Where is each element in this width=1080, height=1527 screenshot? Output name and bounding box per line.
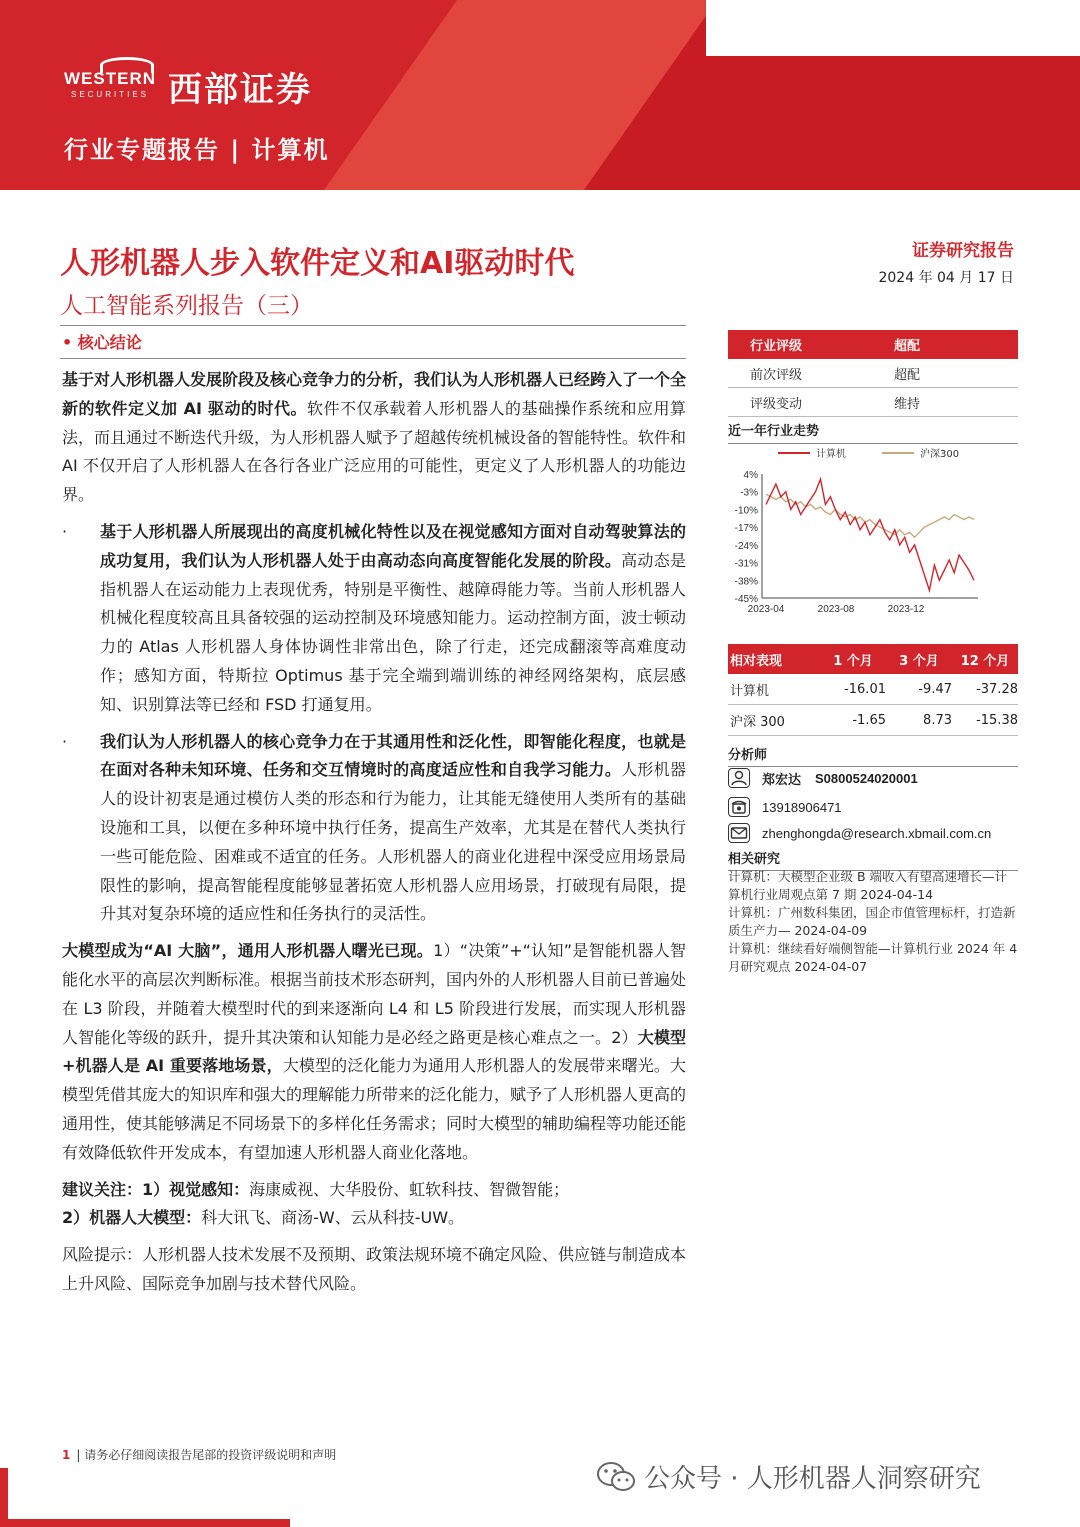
trend-chart [728,440,1018,620]
perf-header-cell: 1 个月 [833,653,873,669]
x-tick-label: 2023-12 [887,604,925,615]
doc-date: 2024 年 04 月 17 日 [878,270,1014,286]
y-tick-label: 4% [743,470,758,481]
rating-value: 超配 [894,367,921,383]
rating-row [728,330,1018,359]
performance-row [728,674,1018,705]
logo-text-en: WESTERN SECURITIES [64,68,156,99]
perf-cell: 计算机 [730,683,770,699]
paragraph-bold: 我们认为人形机器人的核心竞争力在于其通用性和泛化性，即智能化程度，也就是在面对各种未知环境、任务和交互情境时的高度适应性和自我学习能力。 [100,731,686,780]
rating-row [728,388,1018,417]
watermark-text: 公众号 · 人形机器人洞察研究 [644,1464,981,1494]
y-tick-label: -45% [734,594,758,605]
bullet-paragraph [62,518,686,720]
paragraph [62,1176,686,1234]
analyst-name-row [728,768,1018,788]
paragraph [62,937,686,1167]
chart-axes [735,470,978,615]
paragraph-text: 软件不仅承载着人形机器人的基础操作系统和应用算法，而且通过不断迭代升级，为人形机器人赋予了超越传统机械设备的智能特性。软件和 AI 不仅开启了人形机器人在各行各业广泛应用的可能性，更定义了人形机器人的功能边界。 [62,398,687,505]
page-number: 1 [62,1448,71,1462]
y-tick-label: -10% [734,505,758,517]
perf-cell: -37.28 [976,681,1018,697]
legend-label: 沪深300 [920,449,960,460]
perf-cell: -1.65 [852,712,886,728]
rating-label: 前次评级 [750,367,803,383]
doc-kind: 证券研究报告 [912,241,1014,261]
mail-icon [728,823,750,843]
paragraph-bold: 大模型成为“AI 大脑”，通用人形机器人曙光已现。 [62,941,434,961]
performance-header [728,644,1018,674]
perf-header-cell: 12 个月 [960,653,1010,669]
paragraph-text: 大模型的泛化能力为通用人形机器人的发展带来曙光。大模型凭借其庞大的知识库和强大的理解能力所带来的泛化能力，赋予了人形机器人更高的通用性，使其能够满足不同场景下的多样化任务需求；同时大模型的辅助编程等功能还能有效降低软件开发成本，有望加速人形机器人商业化落地。 [62,1056,687,1162]
perf-header-cell: 3 个月 [899,653,939,669]
chart-title: 近一年行业走势 [728,420,1018,444]
rating-label: 评级变动 [750,396,803,412]
performance-row [728,705,1018,736]
analyst-email-row [728,823,1018,843]
paragraph-text: 高动态是指机器人在运动能力上表现优秀，特别是平衡性、越障碍能力等。当前人形机器人机械化程度较高且具备较强的运动控制及环境感知能力。运动控制方面，波士顿动力的 Atlas 人形机器人身体协调性非常出色，除了行走，还完成翻滚等高难度动作；感知方面，特斯拉 Optimus 基于完全端到端训练的神经网络架构，底层感知、识别算法等已经和 FSD 打通复用。 [100,550,686,714]
paragraph-text: 海康威视、大华股份、虹软科技、智微智能； [249,1179,570,1199]
x-tick-label: 2023-04 [747,604,785,615]
performance-table [728,644,1018,736]
perf-header-cell: 相对表现 [730,653,783,669]
analyst-phone-row [728,797,1018,817]
divider [60,358,686,359]
divider [60,325,686,326]
report-type: 行业专题报告 | 计算机 [64,136,330,164]
paragraph-bold: 基于对人形机器人发展阶段及核心竞争力的分析，我们认为人形机器人已经跨入了一个全新的软件定义加 AI 驱动的时代。 [62,370,687,418]
x-tick-label: 2023-08 [817,604,855,615]
paragraph-bold: 基于人形机器人所展现出的高度机械化特性以及在视觉感知方面对自动驾驶算法的成功复用，我们认为人形机器人处于由高动态向高度智能化发展的阶段。 [100,521,686,570]
rating-table [728,330,1018,417]
watermark [596,1458,981,1495]
trend-chart-svg [728,440,1018,620]
bull-horn-icon [100,57,154,73]
wechat-icon [596,1460,636,1494]
header-banner [0,0,1080,190]
paragraph [62,366,686,510]
y-tick-label: -38% [734,576,758,588]
bullet-paragraph [62,728,686,930]
banner-corner [706,0,1080,56]
phone-icon [728,797,750,817]
legend-label: 计算机 [816,449,846,460]
related-item[interactable]: 计算机：广州数科集团，国企市值管理标杆，打造新质生产力— 2024-04-09 [728,905,1016,938]
series-line [766,494,974,537]
rating-value: 维持 [894,396,921,412]
paragraph-text: 1）“决策”+“认知”是智能机器人智能化水平的高层次判断标准。根据当前技术形态研判，国内外的人形机器人目前已普遍处在 L3 阶段，并随着大模型时代的到来逐渐向 L4 和 L5 阶段进行发展，而实现人形机器人智能化等级的跃升，提升其决策和认知能力是必经之路更是核心难点之一。2） [62,941,687,1047]
paragraph-text: 人形机器人的设计初衷是通过模仿人类的形态和行为能力，让其能无缝使用人类所有的基础设施和工具，以便在多种环境中执行任务，提高生产效率，尤其是在替代人类执行一些可能危险、困难或不适宜的任务。人形机器人的商业化进程中深受应用场景局限性的影响，提高智能程度能够显著拓宽人形机器人应用场景，打破现有局限，提升其对复杂环境的适应性和任务执行的灵活性。 [100,760,686,924]
y-tick-label: -17% [734,523,758,535]
chart-series [766,479,974,590]
related-item[interactable]: 计算机：大模型企业级 B 端收入有望高速增长—计算机行业周观点第 7 期 2024-04-14 [728,869,1008,902]
report-title: 人形机器人步入软件定义和AI驱动时代 [60,246,575,281]
y-tick-label: -3% [740,487,758,499]
analyst-name: 郑宏达 [762,771,802,787]
paragraph-text: 科大讯飞、商汤-W、云从科技-UW。 [201,1208,465,1228]
y-tick-label: -24% [734,540,758,552]
footer-note [62,1446,336,1463]
y-tick-label: -31% [734,558,758,570]
analyst-cert: S0800524020001 [815,770,918,786]
paragraph-bold: 2）机器人大模型： [62,1208,202,1228]
analyst-email[interactable]: zhenghongda@research.xbmail.com.cn [762,825,992,841]
risk-paragraph: 风险提示：人形机器人技术发展不及预期、政策法规环境不确定风险、供应链与制造成本上升风险、国际竞争加剧与技术替代风险。 [62,1245,687,1293]
related-heading: 相关研究 [728,848,1018,871]
series-line [766,479,974,590]
logo-text-cn: 西部证券 [168,70,312,110]
footer-accent [0,1519,290,1527]
paragraph-bold: 大模型+机器人是 AI 重要落地场景， [62,1027,686,1076]
footer-disclaimer: | 请务必仔细阅读报告尾部的投资评级说明和声明 [76,1448,337,1462]
person-icon [728,768,750,788]
company-logo [64,62,312,111]
related-item[interactable]: 计算机：继续看好端侧智能—计算机行业 2024 年 4 月研究观点 2024-04-07 [728,941,1018,974]
chart-legend [778,447,959,460]
bullet-dot: · [62,731,68,751]
section-heading: • 核心结论 [62,333,142,352]
perf-cell: 沪深 300 [730,714,785,730]
perf-cell: -9.47 [918,681,952,697]
bullet-dot: · [62,521,68,541]
perf-cell: -16.01 [844,681,886,697]
perf-cell: 8.73 [923,712,952,728]
main-content [62,366,686,1307]
analyst-heading: 分析师 [728,744,1018,767]
rating-value: 超配 [894,339,921,354]
rating-label: 行业评级 [750,339,803,354]
report-subtitle: 人工智能系列报告（三） [60,293,313,319]
paragraph-bold: 建议关注：1）视觉感知： [62,1179,250,1199]
perf-cell: -15.38 [976,712,1018,728]
analyst-phone: 13918906471 [762,799,842,815]
rating-row [728,359,1018,388]
related-list [728,868,1018,976]
